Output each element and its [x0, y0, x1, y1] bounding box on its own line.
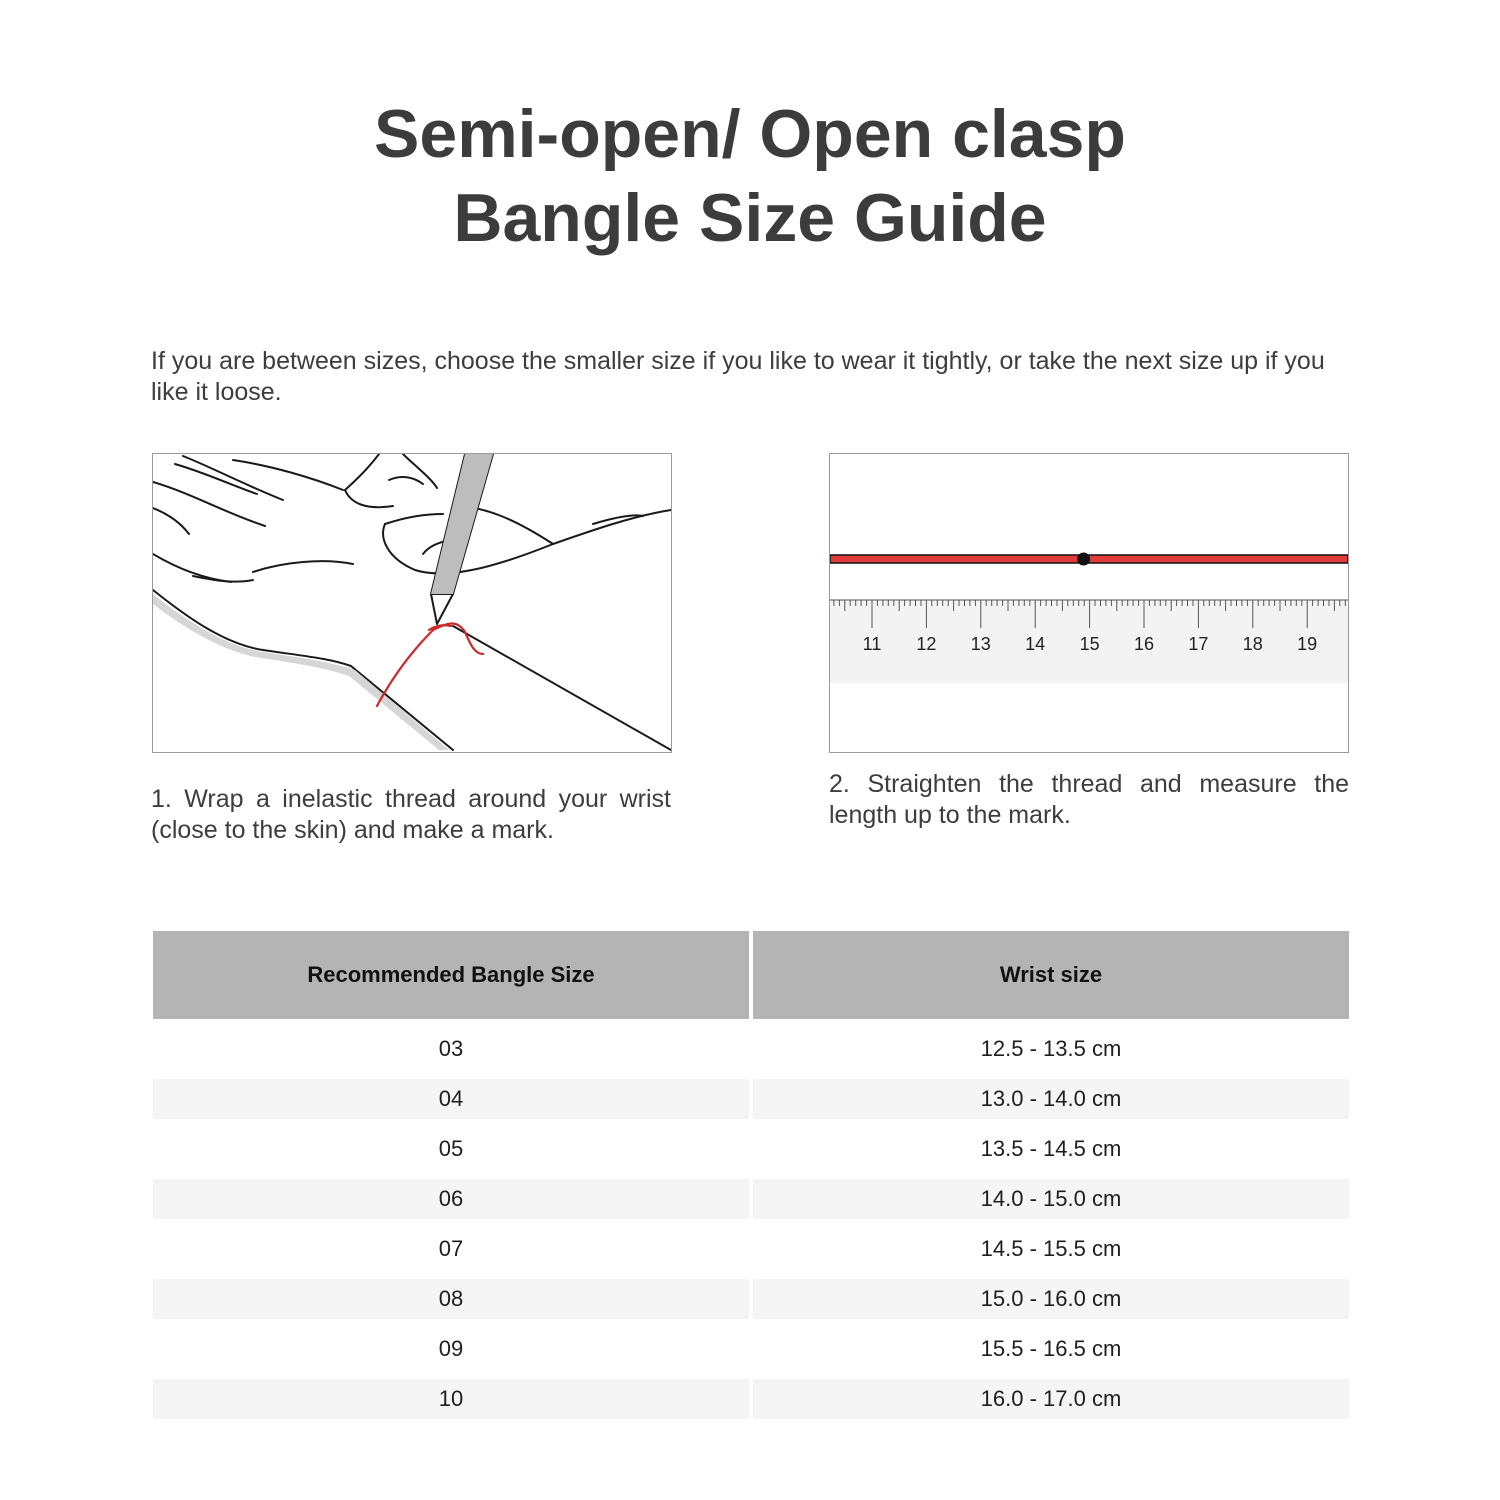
table-row	[153, 1379, 1349, 1429]
table-row	[153, 1279, 1349, 1329]
bangle-size-cell: 06	[153, 1179, 753, 1229]
bangle-size-cell: 04	[153, 1079, 753, 1129]
table-row	[153, 1079, 1349, 1129]
step-2-illustration	[829, 453, 1349, 753]
step-1-illustration	[152, 453, 672, 753]
header-wrist-size: Wrist size	[753, 931, 1349, 1019]
table-row	[153, 1179, 1349, 1229]
ruler-label: 16	[1133, 634, 1155, 654]
ruler-label: 18	[1242, 634, 1263, 654]
ruler-label: 14	[1025, 634, 1046, 654]
ruler-label: 12	[916, 634, 937, 654]
wrist-size-cell: 15.0 - 16.0 cm	[753, 1279, 1349, 1329]
ruler-label: 15	[1079, 634, 1100, 654]
title-line-1: Semi-open/ Open clasp	[374, 96, 1126, 172]
bangle-size-cell: 05	[153, 1129, 753, 1179]
wrist-size-cell: 14.5 - 15.5 cm	[753, 1229, 1349, 1279]
size-table	[153, 931, 1349, 1429]
bangle-size-cell: 03	[153, 1019, 753, 1079]
wrist-size-cell: 12.5 - 13.5 cm	[753, 1019, 1349, 1079]
wrist-size-cell: 13.5 - 14.5 cm	[753, 1129, 1349, 1179]
table-row	[153, 1019, 1349, 1079]
bangle-size-cell: 09	[153, 1329, 753, 1379]
ruler-label: 19	[1297, 634, 1318, 654]
bangle-size-cell: 08	[153, 1279, 753, 1329]
title-line-2: Bangle Size Guide	[453, 180, 1047, 256]
page-title	[0, 92, 1500, 260]
step-2-caption: 2. Straighten the thread and measure the length up to the mark.	[829, 770, 1349, 829]
wrist-size-cell: 13.0 - 14.0 cm	[753, 1079, 1349, 1129]
ruler-label: 11	[862, 634, 882, 654]
header-bangle-size: Recommended Bangle Size	[153, 931, 753, 1019]
bangle-size-cell: 07	[153, 1229, 753, 1279]
step-1-caption: 1. Wrap a inelastic thread around your wrist (close to the skin) and make a mark.	[151, 785, 671, 844]
table-header-row	[153, 931, 1349, 1019]
wrist-size-cell: 14.0 - 15.0 cm	[753, 1179, 1349, 1229]
table-row	[153, 1329, 1349, 1379]
hand-marking-thread-icon	[153, 454, 671, 752]
wrist-size-cell: 15.5 - 16.5 cm	[753, 1329, 1349, 1379]
bangle-size-cell: 10	[153, 1379, 753, 1429]
wrist-size-cell: 16.0 - 17.0 cm	[753, 1379, 1349, 1429]
ruler-thread-icon	[830, 454, 1348, 752]
ruler-label: 13	[970, 634, 991, 654]
table-row	[153, 1129, 1349, 1179]
intro-text: If you are between sizes, choose the smaller size if you like to wear it tightly, or take the next size up if you like it loose.	[151, 347, 1325, 406]
thread-mark-dot	[1077, 553, 1090, 566]
table-row	[153, 1229, 1349, 1279]
ruler-label: 17	[1188, 634, 1209, 654]
